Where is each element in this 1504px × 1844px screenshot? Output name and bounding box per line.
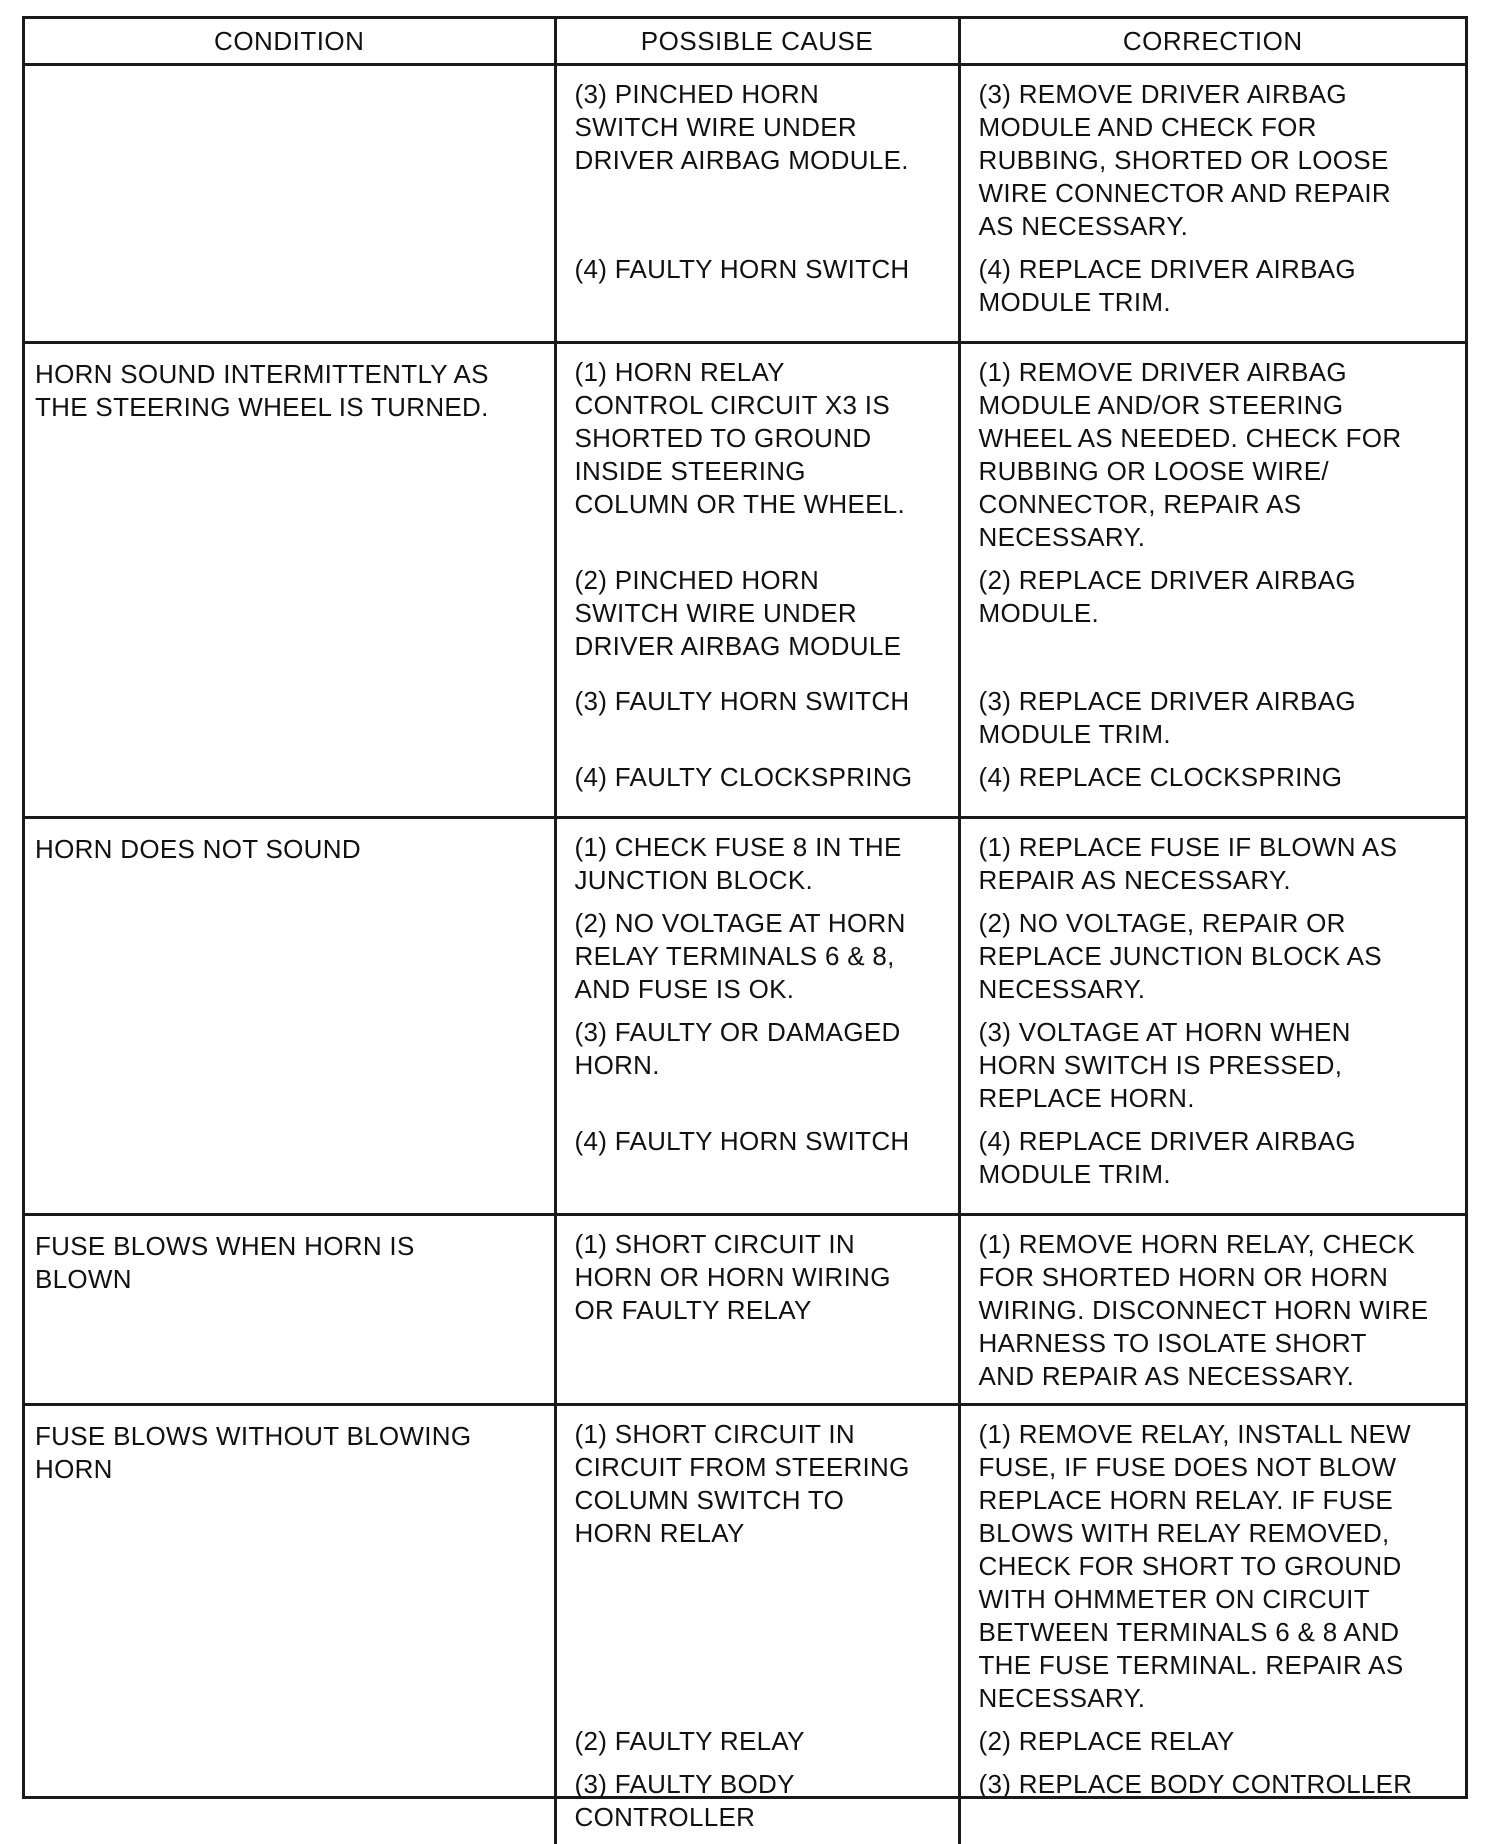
cause-item: (1) SHORT CIRCUIT IN CIRCUIT FROM STEERING COLUMN SWITCH TO HORN RELAY (575, 1418, 948, 1715)
cause-item: (3) FAULTY HORN SWITCH (575, 685, 948, 751)
condition-text: FUSE BLOWS WHEN HORN IS BLOWN (25, 1216, 554, 1296)
header-correction: CORRECTION (959, 19, 1465, 65)
cause-item: (1) HORN RELAY CONTROL CIRCUIT X3 IS SHORTED TO GROUND INSIDE STEERING COLUMN OR THE WHEEL. (575, 356, 948, 554)
correction-cell (959, 1405, 1465, 1844)
cause-cell (555, 65, 959, 343)
condition-text: HORN DOES NOT SOUND (25, 819, 554, 866)
correction-item: (2) REPLACE RELAY (979, 1725, 1456, 1758)
cause-item: (3) PINCHED HORN SWITCH WIRE UNDER DRIVER AIRBAG MODULE. (575, 78, 948, 243)
diagnosis-grid (25, 19, 1465, 1844)
condition-cell (25, 1405, 555, 1844)
correction-item: (3) REMOVE DRIVER AIRBAG MODULE AND CHECK FOR RUBBING, SHORTED OR LOOSE WIRE CONNECTOR AND REPAIR AS NECESSARY. (979, 78, 1456, 243)
condition-cell (25, 343, 555, 818)
cause-item: (2) NO VOLTAGE AT HORN RELAY TERMINALS 6 & 8, AND FUSE IS OK. (575, 907, 948, 1006)
correction-item: (1) REMOVE DRIVER AIRBAG MODULE AND/OR STEERING WHEEL AS NEEDED. CHECK FOR RUBBING OR LOOSE WIRE/ CONNECTOR, REPAIR AS NECESSARY. (979, 356, 1456, 554)
correction-cell (959, 343, 1465, 818)
cause-item: (3) FAULTY BODY CONTROLLER (575, 1768, 948, 1834)
cause-cell (555, 818, 959, 1215)
condition-text: FUSE BLOWS WITHOUT BLOWING HORN (25, 1406, 554, 1486)
correction-item: (1) REMOVE RELAY, INSTALL NEW FUSE, IF FUSE DOES NOT BLOW REPLACE HORN RELAY. IF FUSE BLOWS WITH RELAY REMOVED, CHECK FOR SHORT TO GROUND WITH OHMMETER ON CIRCUIT BETWEEN TERMINALS 6 & 8 AND THE FUSE TERMINAL. REPAIR AS NECESSARY. (979, 1418, 1456, 1715)
diagnosis-table (22, 16, 1468, 1799)
condition-text: HORN SOUND INTERMITTENTLY AS THE STEERING WHEEL IS TURNED. (25, 344, 554, 424)
header-condition: CONDITION (25, 19, 555, 65)
header-row (25, 19, 1465, 65)
correction-cell (959, 1215, 1465, 1405)
correction-item: (2) REPLACE DRIVER AIRBAG MODULE. (979, 564, 1456, 675)
cause-item: (2) PINCHED HORN SWITCH WIRE UNDER DRIVER AIRBAG MODULE (575, 564, 948, 675)
cause-item: (4) FAULTY HORN SWITCH (575, 253, 948, 331)
correction-item: (2) NO VOLTAGE, REPAIR OR REPLACE JUNCTION BLOCK AS NECESSARY. (979, 907, 1456, 1006)
cause-cell (555, 1405, 959, 1844)
correction-cell (959, 818, 1465, 1215)
correction-item: (4) REPLACE DRIVER AIRBAG MODULE TRIM. (979, 253, 1456, 331)
cause-item: (1) SHORT CIRCUIT IN HORN OR HORN WIRING OR FAULTY RELAY (575, 1228, 948, 1393)
cause-cell (555, 1215, 959, 1405)
correction-item: (3) VOLTAGE AT HORN WHEN HORN SWITCH IS PRESSED, REPLACE HORN. (979, 1016, 1456, 1115)
correction-item: (3) REPLACE DRIVER AIRBAG MODULE TRIM. (979, 685, 1456, 751)
cause-item: (1) CHECK FUSE 8 IN THE JUNCTION BLOCK. (575, 831, 948, 897)
condition-cell (25, 818, 555, 1215)
condition-text (25, 66, 554, 80)
correction-item: (3) REPLACE BODY CONTROLLER (979, 1768, 1456, 1834)
cause-item: (3) FAULTY OR DAMAGED HORN. (575, 1016, 948, 1115)
correction-item: (1) REMOVE HORN RELAY, CHECK FOR SHORTED HORN OR HORN WIRING. DISCONNECT HORN WIRE HARNESS TO ISOLATE SHORT AND REPAIR AS NECESSARY. (979, 1228, 1456, 1393)
condition-cell (25, 1215, 555, 1405)
header-possible-cause: POSSIBLE CAUSE (555, 19, 959, 65)
table-row (25, 818, 1465, 1215)
correction-cell (959, 65, 1465, 343)
table-row (25, 343, 1465, 818)
correction-item: (4) REPLACE CLOCKSPRING (979, 761, 1456, 806)
table-row (25, 1215, 1465, 1405)
table-row (25, 65, 1465, 343)
correction-item: (1) REPLACE FUSE IF BLOWN AS REPAIR AS NECESSARY. (979, 831, 1456, 897)
cause-cell (555, 343, 959, 818)
cause-item: (2) FAULTY RELAY (575, 1725, 948, 1758)
table-row (25, 1405, 1465, 1844)
cause-item: (4) FAULTY CLOCKSPRING (575, 761, 948, 806)
condition-cell (25, 65, 555, 343)
cause-item: (4) FAULTY HORN SWITCH (575, 1125, 948, 1203)
correction-item: (4) REPLACE DRIVER AIRBAG MODULE TRIM. (979, 1125, 1456, 1203)
